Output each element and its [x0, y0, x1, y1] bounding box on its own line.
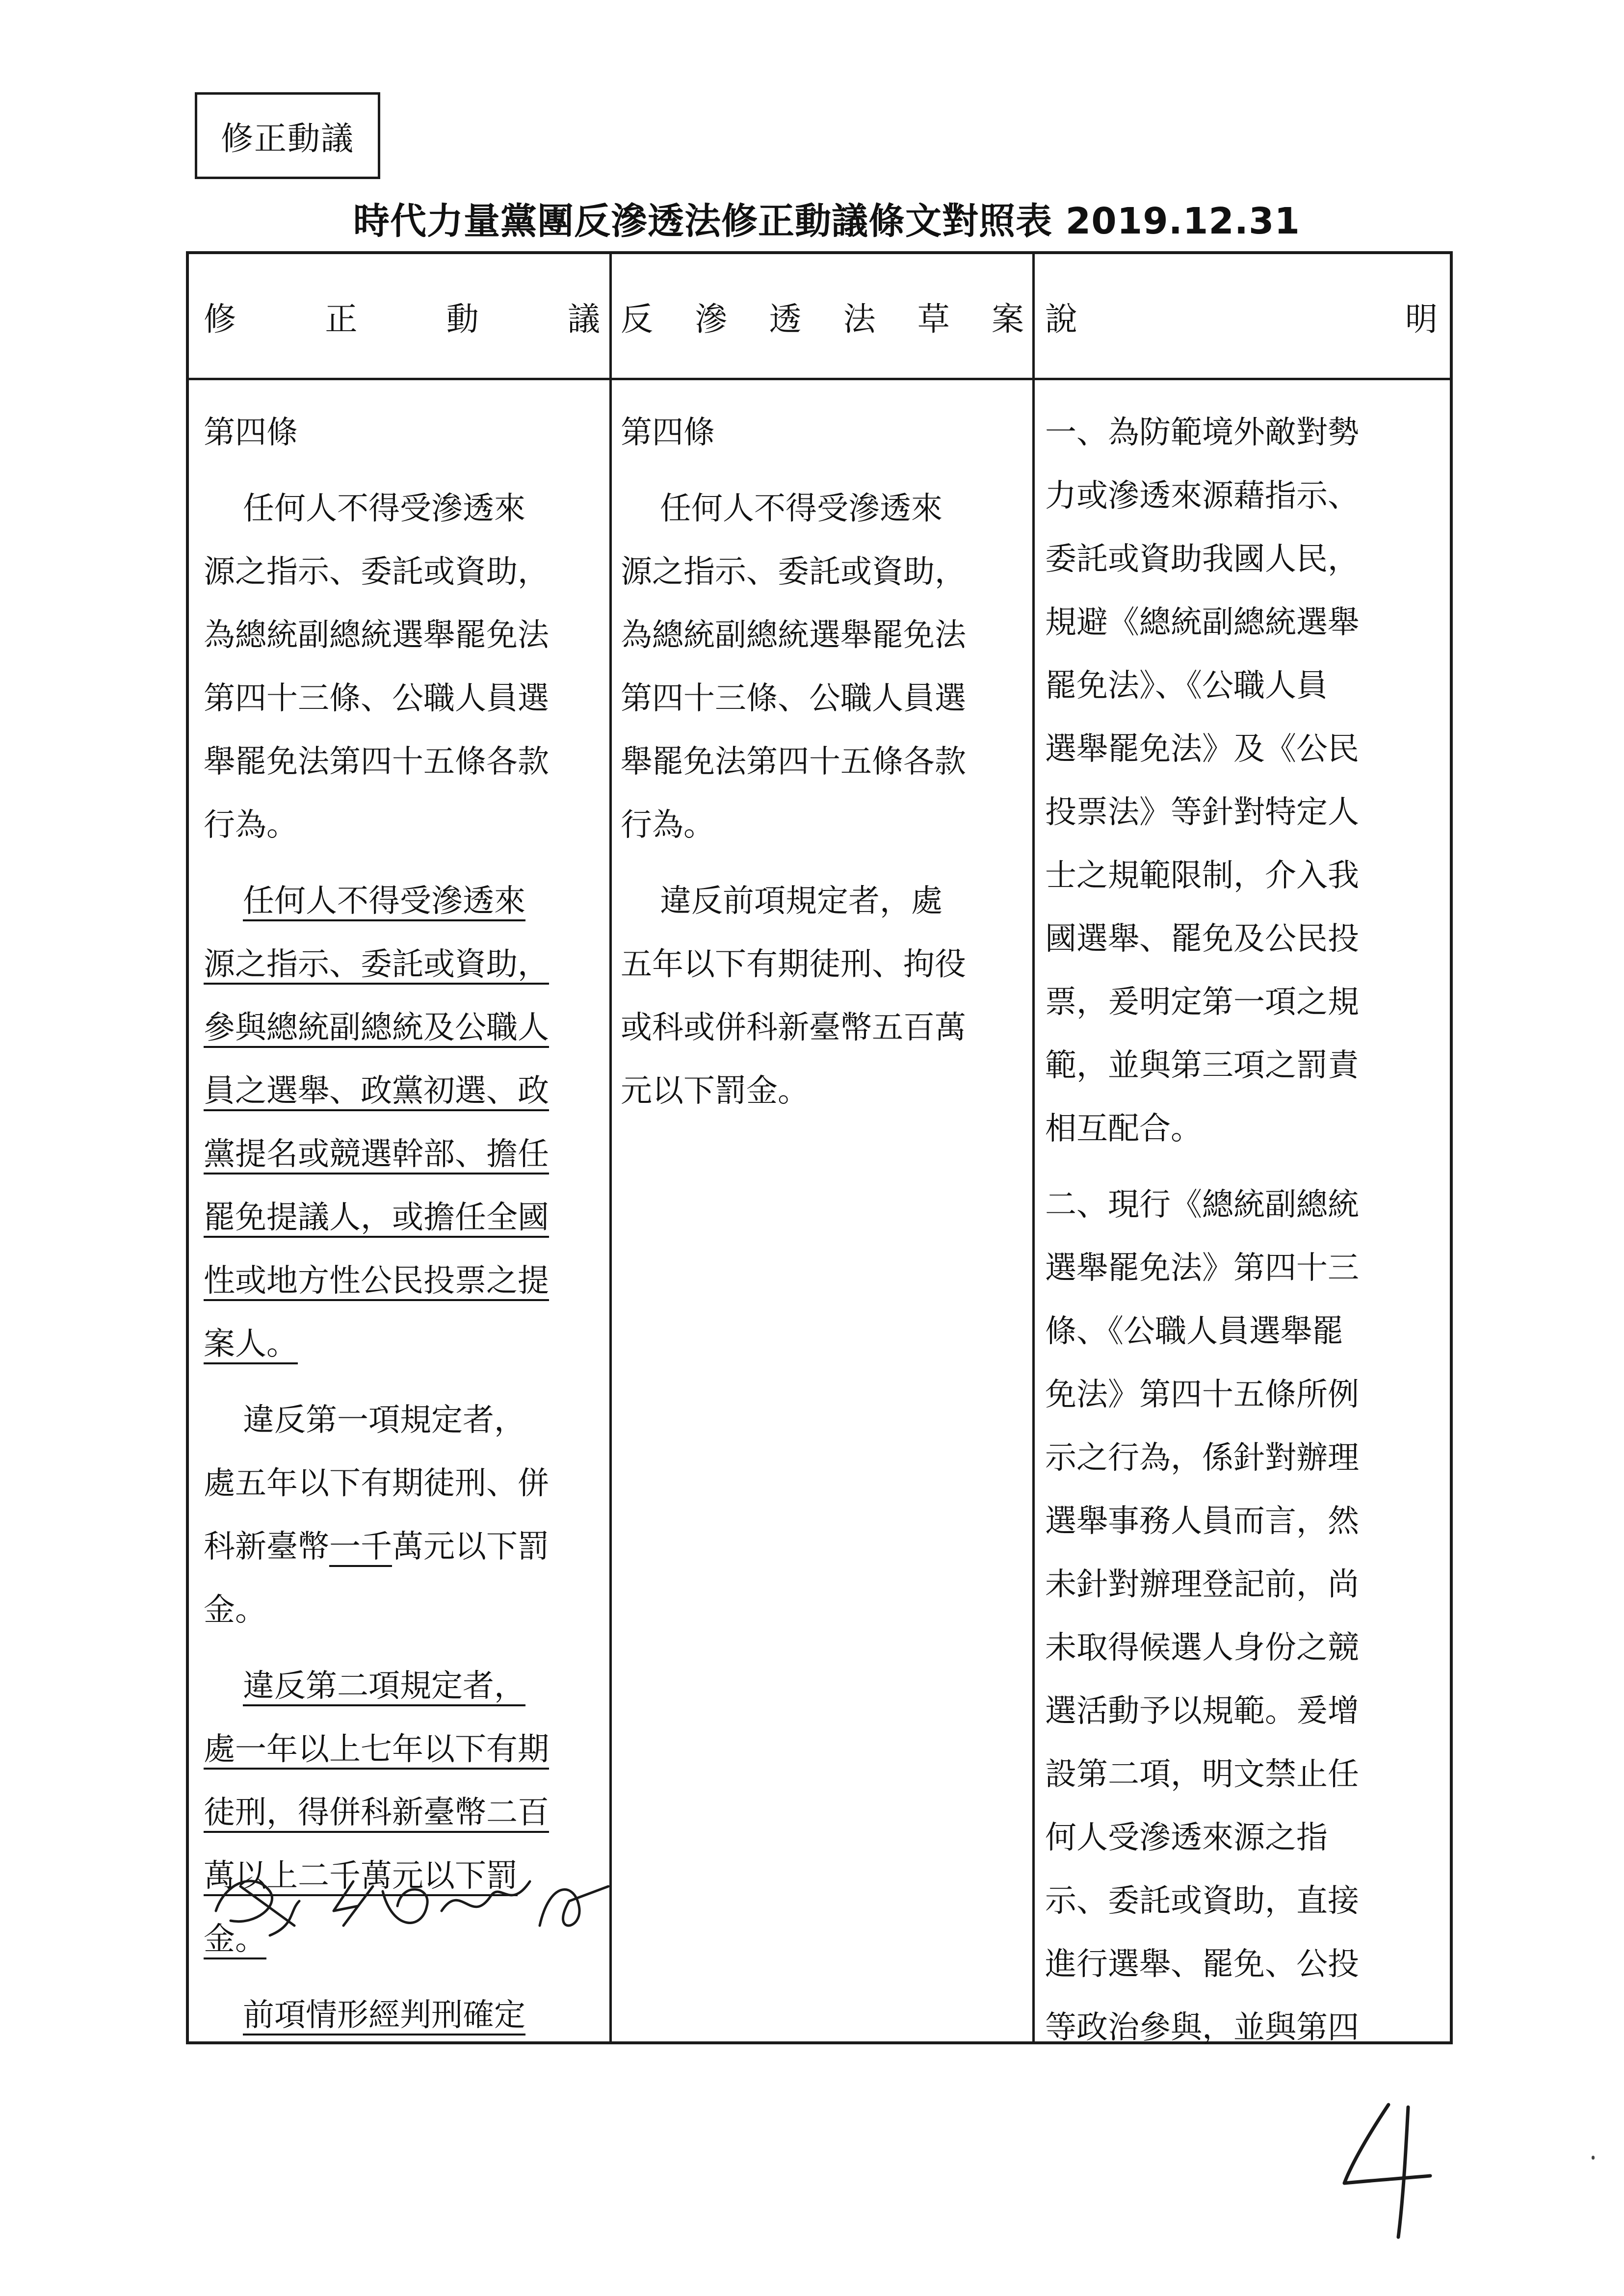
text-line: 行為。 — [204, 807, 298, 843]
header-char: 反 — [621, 300, 653, 338]
text-line: 力或滲透來源藉指示、 — [1045, 478, 1359, 514]
text-line: 金。 — [204, 1592, 266, 1628]
draft-paragraph-2 — [621, 870, 1028, 1123]
page-number-handwritten — [1325, 2085, 1452, 2247]
text-line: 範，並與第三項之罰責 — [1045, 1047, 1359, 1084]
text-line: 源之指示、委託或資助， — [621, 554, 966, 590]
text-line: 行為。 — [621, 807, 715, 843]
header-draft-bill — [621, 254, 1024, 378]
text-line: 選活動予以規範。爰增 — [1045, 1693, 1359, 1729]
text-line: 設第二項，明文禁止任 — [1045, 1756, 1359, 1793]
comparison-table — [186, 251, 1453, 2044]
text-line: 罷免法》、《公職人員 — [1045, 668, 1328, 704]
text-line: 源之指示、委託或資助， — [204, 554, 549, 590]
text-line: 處一年以上七年以下有期 — [204, 1731, 549, 1768]
text-line: 示、委託或資助，直接 — [1045, 1883, 1359, 1919]
text-line: 免法》第四十五條所例 — [1045, 1377, 1359, 1413]
text-line: 為總統副總統選舉罷免法 — [204, 617, 549, 653]
text-line: 進行選舉、罷免、公投 — [1045, 1946, 1359, 1983]
draft-paragraph-1 — [621, 477, 1028, 857]
header-char: 說 — [1045, 300, 1077, 338]
text-line: 二、現行《總統副總統 — [1045, 1187, 1359, 1223]
text-line: 第四十三條、公職人員選 — [204, 680, 549, 717]
motion-stamp — [195, 92, 380, 179]
header-amendment — [204, 254, 600, 378]
article-heading: 第四條 — [204, 415, 298, 451]
text-line: 何人受滲透來源之指 — [1045, 1820, 1328, 1856]
text-line: 舉罷免法第四十五條各款 — [621, 744, 966, 780]
header-char: 議 — [567, 300, 600, 338]
text-line: 性或地方性公民投票之提 — [204, 1263, 549, 1299]
header-char: 正 — [325, 300, 358, 338]
text-line: 或科或併科新臺幣五百萬 — [621, 1010, 966, 1046]
text-line: 黨提名或競選幹部、擔任 — [204, 1136, 549, 1173]
text-line: 違反前項規定者，處 — [660, 883, 943, 919]
text-line: 任何人不得受滲透來 — [243, 883, 525, 919]
text-line: 第四十三條、公職人員選 — [621, 680, 966, 717]
amendment-column — [204, 401, 606, 2060]
header-char: 滲 — [695, 300, 728, 338]
text-line: 源之指示、委託或資助， — [204, 946, 549, 983]
text-line: 案人。 — [204, 1326, 298, 1362]
text-line: 委託或資助我國人民， — [1045, 541, 1359, 577]
text-line: 一、為防範境外敵對勢 — [1045, 415, 1359, 451]
header-char: 修 — [204, 300, 236, 338]
text-line: 票，爰明定第一項之規 — [1045, 984, 1359, 1020]
scan-speck — [1592, 2156, 1595, 2160]
header-char: 動 — [446, 300, 479, 338]
handwritten-signature — [196, 1852, 618, 1945]
underlined-amount: 一千 — [329, 1529, 392, 1565]
header-divider — [189, 378, 1450, 380]
text-line: 罷免提議人，或擔任全國 — [204, 1200, 549, 1236]
article-heading: 第四條 — [621, 415, 715, 451]
text-line: 選舉罷免法》及《公民 — [1045, 731, 1359, 767]
draft-bill-column — [621, 401, 1028, 1136]
text-line: 任何人不得受滲透來 — [243, 491, 525, 527]
text-line: 士之規範限制，介入我 — [1045, 858, 1359, 894]
explanation-paragraph-1 — [1045, 401, 1447, 1161]
text-line: 相互配合。 — [1045, 1111, 1202, 1147]
text-line: 為總統副總統選舉罷免法 — [621, 617, 966, 653]
amendment-paragraph-1 — [204, 477, 606, 857]
text-line: 違反第二項規定者， — [243, 1668, 525, 1704]
motion-stamp-label: 修正動議 — [221, 120, 354, 157]
text-line: 五年以下有期徒刑、拘役 — [621, 946, 966, 983]
header-char: 法 — [843, 300, 876, 338]
text-line: 等政治參與，並與第四 — [1045, 2009, 1359, 2046]
text-line: 任何人不得受滲透來 — [660, 491, 943, 527]
text-line: 示之行為，係針對辦理 — [1045, 1440, 1359, 1476]
text-line: 員之選舉、政黨初選、政 — [204, 1073, 549, 1109]
text-line: 處五年以下有期徒刑、併 — [204, 1465, 549, 1502]
explanation-column — [1045, 401, 1447, 2072]
amendment-paragraph-2-underlined — [204, 870, 606, 1376]
text-line: 條、《公職人員選舉罷 — [1045, 1313, 1343, 1350]
header-char: 草 — [917, 300, 950, 338]
explanation-paragraph-2 — [1045, 1174, 1447, 2060]
text-line: 金。 — [204, 1921, 266, 1957]
text-line: 選舉罷免法》第四十三 — [1045, 1250, 1359, 1286]
text-line: 投票法》等針對特定人 — [1045, 794, 1359, 831]
text-line: 未取得候選人身份之競 — [1045, 1630, 1359, 1666]
text-line: 舉罷免法第四十五條各款 — [204, 744, 549, 780]
header-char: 透 — [769, 300, 802, 338]
amendment-paragraph-5 — [204, 1984, 606, 2047]
column-divider — [1032, 254, 1035, 2041]
header-char: 明 — [1405, 300, 1438, 338]
text-line: 萬以上二千萬元以下罰 — [204, 1858, 518, 1894]
document-title: 時代力量黨團反滲透法修正動議條文對照表 2019.12.31 — [353, 200, 1300, 242]
header-char: 案 — [991, 300, 1024, 338]
text-line: 國選舉、罷免及公民投 — [1045, 921, 1359, 957]
text-line: 元以下罰金。 — [621, 1073, 809, 1109]
text-line: 科新臺幣一千萬元以下罰 — [204, 1529, 549, 1565]
header-explanation — [1045, 254, 1438, 378]
text-line: 選舉事務人員而言，然 — [1045, 1503, 1359, 1539]
text-line: 未針對辦理登記前，尚 — [1045, 1566, 1359, 1603]
text-line: 徒刑，得併科新臺幣二百 — [204, 1795, 549, 1831]
amendment-paragraph-3 — [204, 1389, 606, 1642]
column-divider — [609, 254, 612, 2041]
text-line: 規避《總統副總統選舉 — [1045, 604, 1359, 641]
text-line: 參與總統副總統及公職人 — [204, 1010, 549, 1046]
text-line: 前項情形經判刑確定 — [243, 1997, 525, 2034]
text-line: 違反第一項規定者， — [243, 1402, 525, 1438]
